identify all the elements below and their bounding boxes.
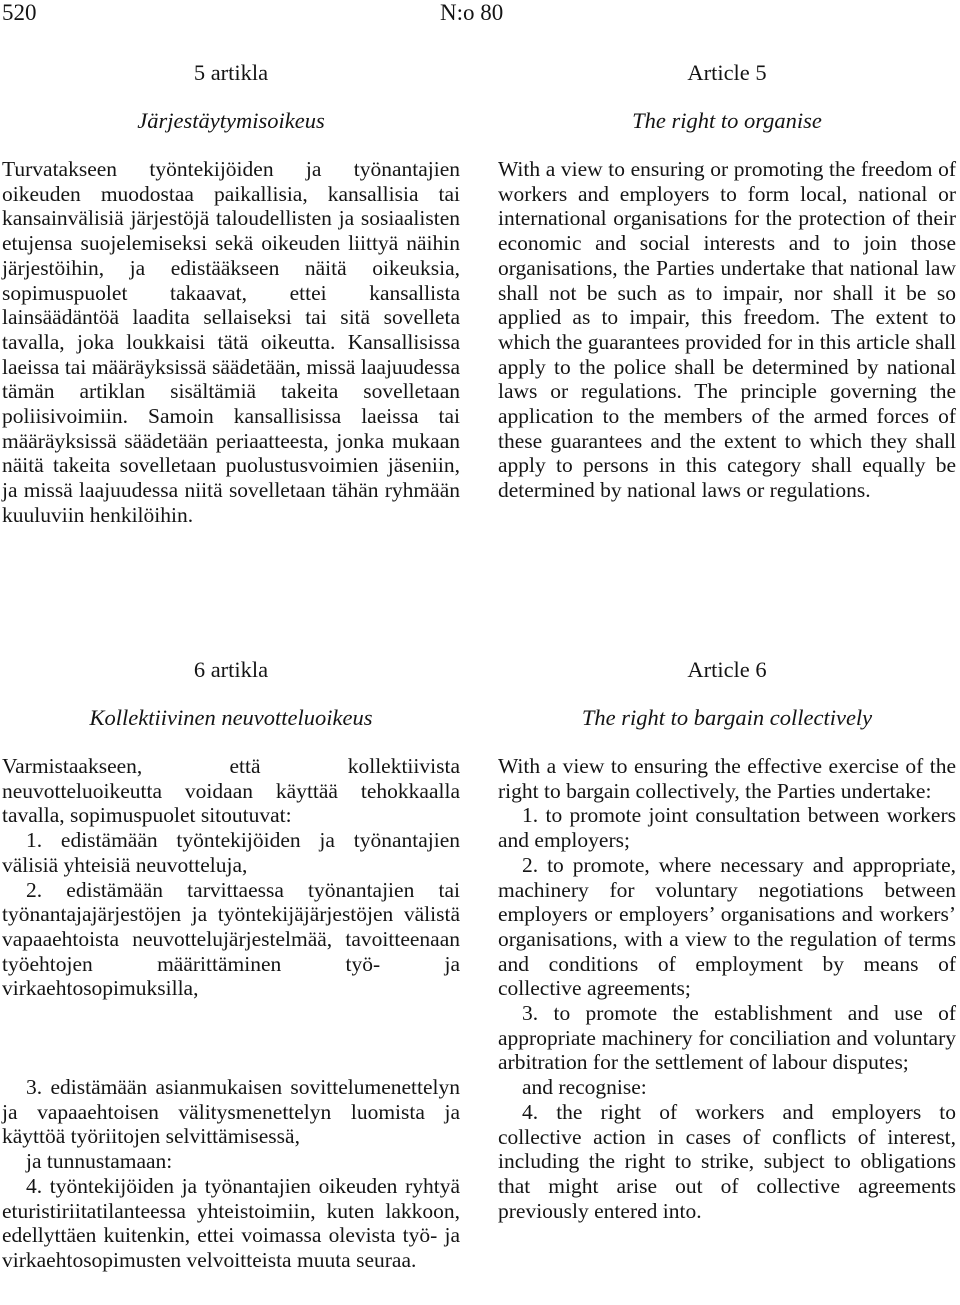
article-heading: 6 artikla [193, 657, 269, 682]
article-heading: Article 5 [687, 60, 767, 85]
list-item-3: 3. to promote the establishment and use of appropriate machinery for conciliation and voluntary arbitration for the settlement of labour disputes; [498, 1001, 956, 1075]
intro-paragraph: Varmistaakseen, että kollektiivista neuvotteluoikeutta voidaan käyttää tehokkaalla tavalla, sopimuspuolet sitoutuvat: [2, 754, 460, 828]
list-item-4: 4. työntekijöiden ja työnantajien oikeuden ryhtyä eturistiriitatilanteessa yhteistoimiin, kuten lakkoon, edellyttäen kuitenkin, ettei voimassa olevista työ- ja virkaehtosopimusten velvoitteista muuta seuraa. [2, 1173, 460, 1272]
list-item-4: 4. the right of workers and employers to collective action in cases of conflicts of interest, including the right to strike, subject to obligations that might arise out of collective agreements previously entered into. [498, 1099, 956, 1223]
list-item-2: 2. to promote, where necessary and appropriate, machinery for voluntary negotiations between employers or employers’ organisations and workers’ organisations, with a view to the regulation of terms and conditions of employment by means of collective agreements; [498, 852, 956, 1001]
article-6-en [498, 657, 956, 1223]
list-item-1: 1. to promote joint consultation between workers and employers; [498, 803, 956, 853]
article-title: The right to bargain collectively [581, 705, 873, 730]
article-5-en [498, 60, 956, 503]
article-body: With a view to ensuring or promoting the freedom of workers and employers to form local, national or international organisations for the protection of their economic and social interests and to join those organisations, the Parties undertake that national law shall not be such as to impair, nor shall it be so applied as to impair, this freedom. The extent to which the guarantees provided for in this article shall apply to the police shall be determined by national laws or regulations. The principle governing the application to the members of the armed forces of these guarantees and the extent to which they shall apply to persons in this category shall equally be determined by national laws or regulations. [498, 157, 956, 503]
recognise-line: and recognise: [522, 1075, 647, 1100]
page-number: 520 [2, 0, 37, 25]
recognise-line: ja tunnustamaan: [26, 1149, 173, 1174]
list-item-3: 3. edistämään asianmukaisen sovittelumenettelyn ja vapaaehtoisen välitysmenettelyn luomista ja käyttöä työriitojen selvittämisessä, [2, 1075, 460, 1149]
list-item-1: 1. edistämään työntekijöiden ja työnantajien välisiä yhteisiä neuvotteluja, [2, 828, 460, 877]
list-item-2: 2. edistämään tarvittaessa työnantajien tai työnantajajärjestöjen ja työntekijäjärjestöjen välistä vapaaehtoista neuvottelujärjestelmää, tavoitteenaan työehtojen määrittäminen työ- ja virkaehtosopimuksilla, [2, 877, 460, 1001]
article-title: The right to organise [632, 108, 822, 133]
article-title: Kollektiivinen neuvotteluoikeus [89, 705, 373, 730]
article-body: Turvatakseen työntekijöiden ja työnantajien oikeuden muodostaa paikallisia, kansallisia tai kansainvälisiä järjestöjä taloudellisten ja sosiaalisten etujensa suojelemiseksi sekä oikeuden liittyä näihin järjestöihin, ja edistääkseen näitä oikeuksia, sopimuspuolet takaavat, ettei kansallista lainsäädäntöä laadita sellaiseksi tai sitä sovelleta tavalla, joka loukkaisi tätä oikeutta. Kansallisissa laeissa tai määräyksissä säädetään, missä laajuudessa tämän artiklan sisältämiä takeita sovelletaan poliisivoimiin. Samoin kansallisissa laeissa tai määräyksissä säädetään periaatteesta, jonka mukaan näitä takeita sovelletaan puolustusvoimien jäseniin, ja missä laajuudessa niitä sovelletaan tähän ryhmään kuuluviin henkilöihin. [2, 157, 460, 527]
article-5-fi [2, 60, 460, 528]
intro-paragraph: With a view to ensuring the effective exercise of the right to bargain collectively, the Parties undertake: [498, 754, 956, 803]
article-title: Järjestäytymisoikeus [137, 108, 325, 133]
article-heading: Article 6 [687, 657, 767, 682]
article-heading: 5 artikla [193, 60, 269, 85]
article-6-fi [2, 657, 460, 1273]
issue-number: N:o 80 [440, 0, 504, 25]
